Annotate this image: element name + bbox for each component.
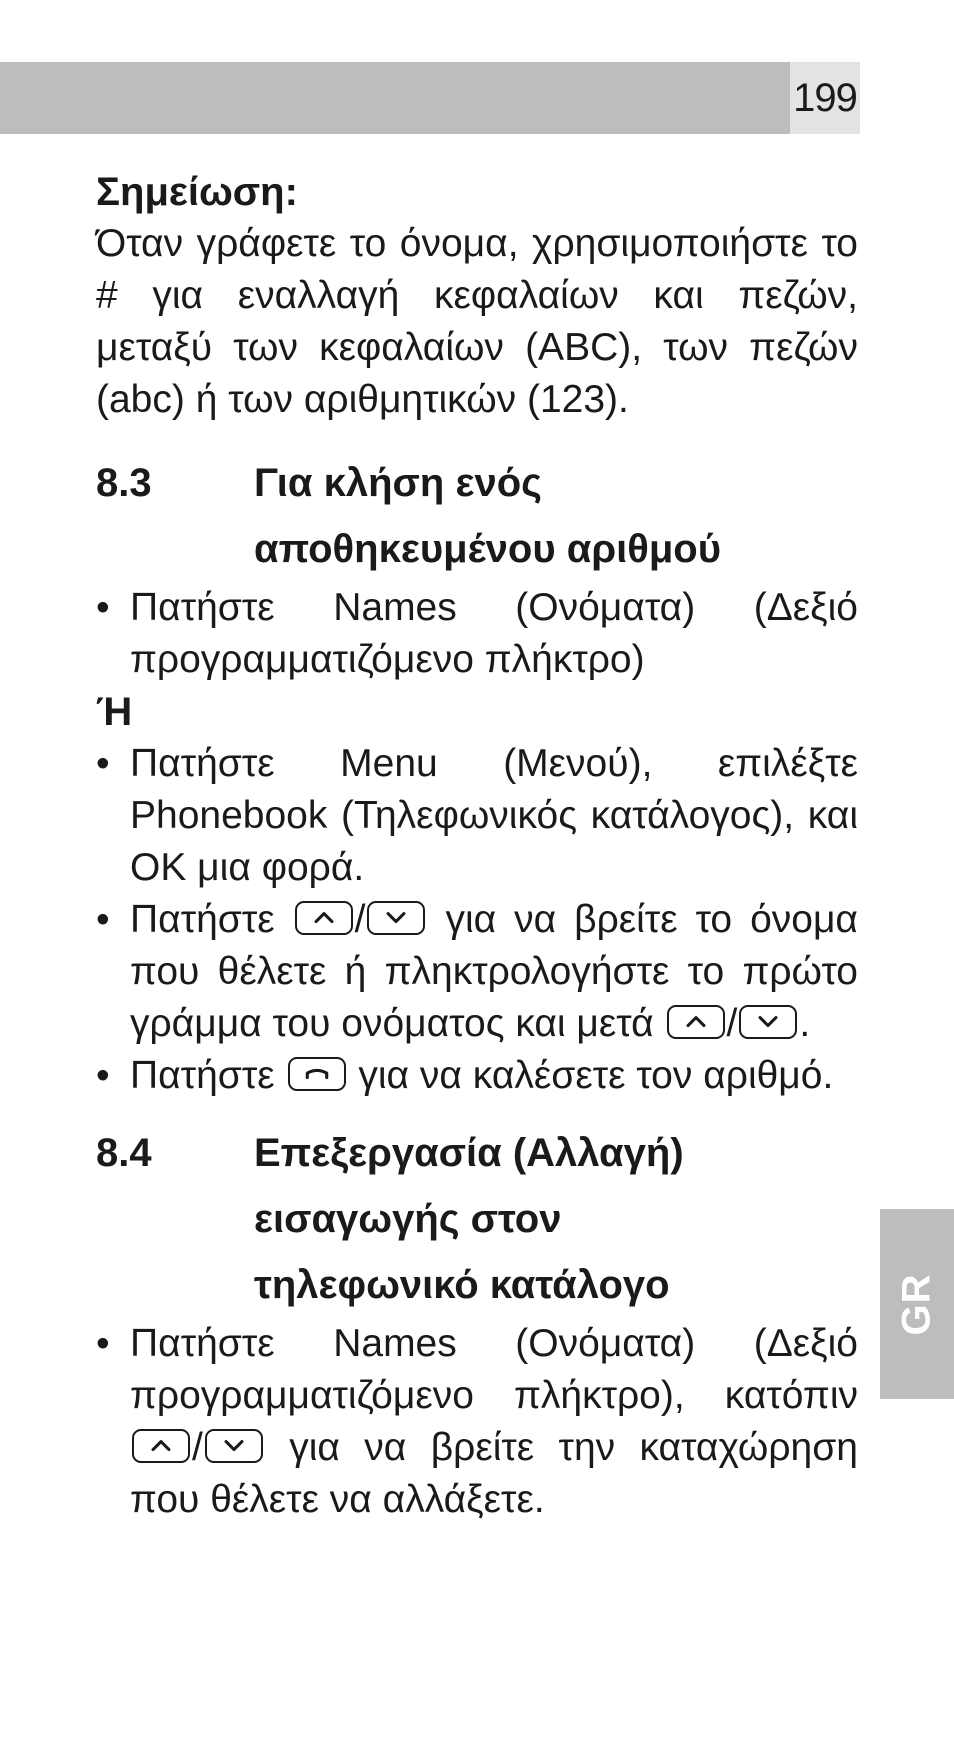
section-8-4-heading bbox=[96, 1120, 858, 1318]
section-number: 8.4 bbox=[96, 1131, 152, 1175]
list-item-text-part: για να καλέσετε τον αριθμό. bbox=[358, 1054, 834, 1097]
note-title: Σημείωση: bbox=[96, 170, 298, 214]
bullet-marker: • bbox=[96, 1054, 110, 1097]
note-text: Όταν γράφετε το όνομα, χρησιμοποιήστε το # για εναλλαγή κεφαλαίων και πεζών, μεταξύ των κεφαλαίων (ABC), των πεζών (abc) ή των αριθμητικών (123). bbox=[96, 222, 858, 421]
up-arrow-key-icon bbox=[295, 901, 353, 935]
list-item bbox=[96, 582, 858, 686]
list-item bbox=[96, 1050, 858, 1102]
period: . bbox=[799, 1002, 811, 1045]
list-item bbox=[96, 894, 858, 1050]
list-item-text bbox=[130, 1318, 858, 1526]
bullet-marker: • bbox=[96, 1322, 110, 1365]
language-tab bbox=[880, 1209, 954, 1399]
slash: / bbox=[354, 898, 366, 941]
call-key-icon bbox=[288, 1057, 346, 1091]
header-bar bbox=[0, 62, 790, 134]
or-label: Ή bbox=[96, 690, 133, 734]
list-item-text bbox=[130, 894, 858, 1050]
section-title bbox=[254, 1120, 858, 1318]
list-item-text-part: για να βρείτε το όνομα που θέλετε ή πληκτρολογήστε το πρώτο γράμμα του ονόματος και μετά bbox=[130, 898, 858, 1045]
section-number: 8.3 bbox=[96, 461, 152, 505]
section-title-line: τηλεφωνικό κατάλογο bbox=[254, 1263, 670, 1307]
section-8-3-heading bbox=[96, 450, 858, 582]
section-title-line: αποθηκευμένου αριθμού bbox=[254, 527, 722, 571]
page-content bbox=[96, 166, 858, 1526]
up-arrow-key-icon bbox=[667, 1005, 725, 1039]
list-item-text-part: Πατήστε bbox=[130, 1054, 275, 1097]
bullet-marker: • bbox=[96, 742, 110, 785]
list-item-text: Πατήστε Menu (Μενού), επιλέξτε Phonebook (Τηλεφωνικός κατάλογος), και OK μια φορά. bbox=[130, 742, 858, 889]
section-title bbox=[254, 450, 858, 582]
list-item-text bbox=[130, 1050, 858, 1102]
down-arrow-key-icon bbox=[367, 901, 425, 935]
slash: / bbox=[726, 1002, 738, 1045]
down-arrow-key-icon bbox=[205, 1429, 263, 1463]
page-number: 199 bbox=[790, 62, 860, 134]
down-arrow-key-icon bbox=[739, 1005, 797, 1039]
bullet-marker: • bbox=[96, 586, 110, 629]
up-arrow-key-icon bbox=[132, 1429, 190, 1463]
list-item-text-part: Πατήστε Names (Ονόματα) (Δεξιό προγραμματιζόμενο πλήκτρο), κατόπιν bbox=[130, 1322, 858, 1417]
language-tab-label: GR bbox=[894, 1273, 939, 1335]
list-item bbox=[96, 1318, 858, 1526]
list-item-text-part: για να βρείτε την καταχώρηση που θέλετε να αλλάξετε. bbox=[130, 1426, 858, 1521]
list-item-text-part: Πατήστε bbox=[130, 898, 275, 941]
list-item bbox=[96, 738, 858, 894]
section-title-line: Για κλήση ενός bbox=[254, 461, 542, 505]
section-title-line: Επεξεργασία (Αλλαγή) bbox=[254, 1131, 684, 1175]
slash: / bbox=[192, 1426, 203, 1469]
list-item-text: Πατήστε Names (Ονόματα) (Δεξιό προγραμματιζόμενο πλήκτρο) bbox=[130, 586, 858, 681]
section-title-line: εισαγωγής στον bbox=[254, 1197, 562, 1241]
bullet-marker: • bbox=[96, 898, 110, 941]
